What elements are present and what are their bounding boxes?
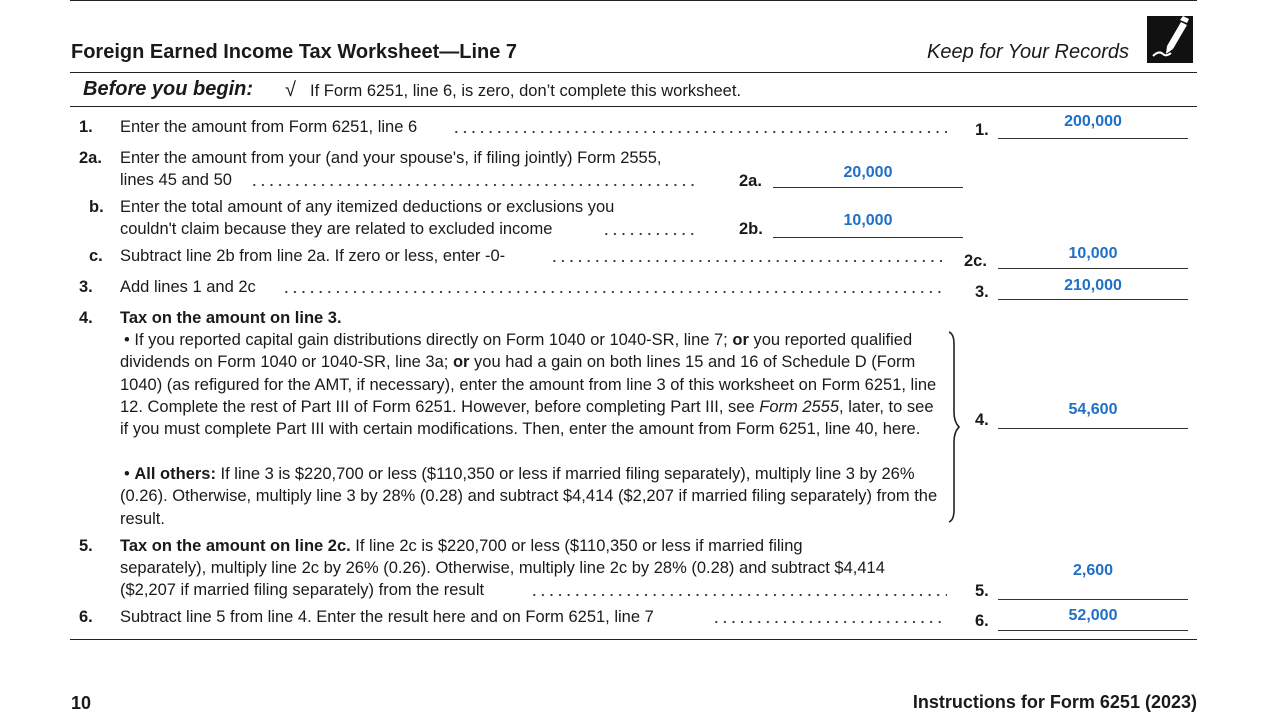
line-5-answer-line [998, 599, 1188, 600]
line-1-leader [452, 118, 947, 134]
line-2b-answer-line [773, 237, 963, 238]
line-2c-leader [550, 247, 947, 263]
line-2b-amount[interactable]: 10,000 [843, 212, 893, 229]
bullet-icon: • [124, 465, 130, 483]
line-4-amount[interactable]: 54,600 [1068, 401, 1118, 418]
checkmark-icon: √ [285, 79, 296, 101]
line-2c-number: c. [89, 247, 103, 265]
line-5-text-2: separately), multiply line 2c by 26% (0.26). Otherwise, multiply line 2c by 28% (0.28) and subtract $4,414 [120, 559, 885, 577]
line-2a-text-1: Enter the amount from your (and your spouse's, if filing jointly) Form 2555, [120, 149, 662, 167]
line-2b-leader [602, 220, 697, 236]
line-5-amount[interactable]: 2,600 [1072, 562, 1114, 579]
line-4-bullet-1: • If you reported capital gain distributions directly on Form 1040 or 1040-SR, line 7; or you reported qualified dividends on Form 1040 or 1040-SR, line 3a; or you had a gain on both lines 15 and 16 of Schedule D (Form 1040) (as refigured for the AMT, if necessary), enter the amount from line 3 of this worksheet on Form 6251, line 12. Complete the rest of Part III of Form 6251. However, before completing Part III, see Form 2555, later, to see if you must complete Part III with certain modifications. Then, enter the amount from Form 6251, line 40, here. [120, 331, 937, 439]
line-4-number: 4. [79, 309, 93, 327]
line-2a-box-label: 2a. [739, 172, 762, 190]
line-3-text: Add lines 1 and 2c [120, 278, 256, 296]
line-5-text-3: ($2,207 if married filing separately) from the result [120, 581, 485, 599]
line-2c-text: Subtract line 2b from line 2a. If zero or less, enter -0- [120, 247, 506, 265]
line-2b-number: b. [89, 198, 104, 216]
footer-title: Instructions for Form 6251 (2023) [912, 692, 1197, 712]
line-2b-box-label: 2b. [739, 220, 763, 238]
line-6-leader [712, 608, 947, 624]
line-6-text: Subtract line 5 from line 4. Enter the result here and on Form 6251, line 7 [120, 608, 654, 626]
line-4-answer-line [998, 428, 1188, 429]
worksheet-title: Foreign Earned Income Tax Worksheet—Line 7 [71, 41, 518, 63]
line-3-box-label: 3. [975, 283, 989, 301]
top-rule [70, 0, 1197, 1]
before-you-begin-text: If Form 6251, line 6, is zero, don’t complete this worksheet. [310, 82, 742, 100]
line-2b-text-1: Enter the total amount of any itemized deductions or exclusions you [120, 198, 615, 216]
line-5-box-label: 5. [975, 582, 989, 600]
line-3-amount[interactable]: 210,000 [1064, 277, 1122, 294]
line-1-answer-line [998, 138, 1188, 139]
line-3-number: 3. [79, 278, 93, 296]
line-1-box-label: 1. [975, 121, 989, 139]
line-6-number: 6. [79, 608, 93, 626]
line-1-amount[interactable]: 200,000 [1064, 113, 1122, 130]
line-6-amount[interactable]: 52,000 [1068, 607, 1118, 624]
line-5-number: 5. [79, 537, 93, 555]
line-4-brace [944, 330, 964, 524]
keep-records-note: Keep for Your Records [927, 41, 1129, 63]
line-4-bullet-2: • All others: If line 3 is $220,700 or less ($110,350 or less if married filing separately), multiply line 3 by 26% (0.26). Otherwise, multiply line 3 by 28% (0.28) and subtract $4,414 ($2,207 if married filing separately) from the result. [120, 465, 938, 528]
before-rule [70, 106, 1197, 107]
line-6-answer-line [998, 630, 1188, 631]
line-2c-amount[interactable]: 10,000 [1068, 245, 1118, 262]
line-2a-amount[interactable]: 20,000 [843, 164, 893, 181]
before-you-begin-label: Before you begin: [83, 78, 254, 100]
pencil-icon [1147, 16, 1193, 63]
line-2c-answer-line [998, 268, 1188, 269]
line-1-number: 1. [79, 118, 93, 136]
line-2a-number: 2a. [79, 149, 102, 167]
line-2a-leader [250, 171, 697, 187]
line-5-leader [530, 581, 947, 597]
line-3-leader [282, 278, 947, 294]
line-1-text: Enter the amount from Form 6251, line 6 [120, 118, 418, 136]
line-2a-text-2: lines 45 and 50 [120, 171, 232, 189]
line-2b-text-2: couldn't claim because they are related to excluded income [120, 220, 553, 238]
line-4-box-label: 4. [975, 411, 989, 429]
line-6-box-label: 6. [975, 612, 989, 630]
page-number: 10 [71, 693, 92, 713]
line-2c-box-label: 2c. [964, 252, 987, 270]
line-4-heading: Tax on the amount on line 3. [120, 309, 342, 327]
bottom-rule [70, 639, 1197, 640]
bullet-icon: • [124, 331, 130, 349]
header-rule [70, 72, 1197, 73]
line-5-text-1: Tax on the amount on line 2c. If line 2c is $220,700 or less ($110,350 or less if married filing [120, 537, 803, 555]
line-2a-answer-line [773, 187, 963, 188]
line-3-answer-line [998, 299, 1188, 300]
